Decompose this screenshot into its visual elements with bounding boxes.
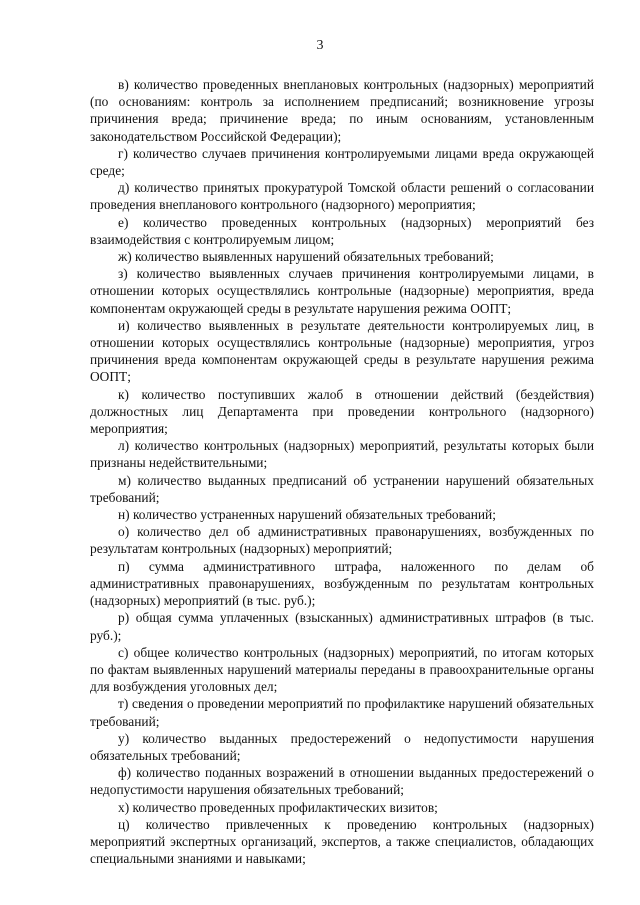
list-item-o: о) количество дел об административных правонарушениях, возбужденных по результатам контрольных (надзорных) мероприятий;	[90, 524, 594, 557]
list-item-g: г) количество случаев причинения контролируемыми лицами вреда окружающей среде;	[90, 145, 594, 179]
list-item-r: р) общая сумма уплаченных (взысканных) административных штрафов (в тыс. руб.);	[90, 610, 594, 643]
list-item-i: и) количество выявленных в результате деятельности контролируемых лиц, в отношении которых осуществлялись контрольные (надзорные) мероприятия, угроз причинения вреда компонентам окружающей среды в результате нарушения режима ООПТ;	[90, 317, 594, 385]
list-item-e: е) количество проведенных контрольных (надзорных) мероприятий без взаимодействия с контролируемым лицом;	[90, 214, 594, 247]
list-item-t: т) сведения о проведении мероприятий по профилактике нарушений обязательных требований;	[90, 696, 594, 729]
list-item-k: к) количество поступивших жалоб в отношении действий (бездействия) должностных лиц Департамента при проведении контрольного (надзорного) мероприятия;	[90, 386, 594, 437]
list-item-u: у) количество выданных предостережений о недопустимости нарушения обязательных требований;	[90, 730, 594, 763]
list-item-v: в) количество проведенных внеплановых контрольных (надзорных) мероприятий (по основаниям: контроль за исполнением предписаний; возникновение угрозы причинения вреда; причинение вреда; по иным основаниям, установленным законодательством Российской Федерации);	[90, 77, 594, 144]
list-item-z: з) количество выявленных случаев причинения контролируемыми лицами, в отношении которых осуществлялись контрольные (надзорные) мероприятия, вреда компонентам окружающей среды в результате нарушения режима ООПТ;	[90, 266, 594, 316]
list-item-m: м) количество выданных предписаний об устранении нарушений обязательных требований;	[90, 472, 594, 505]
list-item-kh: х) количество проведенных профилактических визитов;	[118, 799, 438, 815]
list-item-zh: ж) количество выявленных нарушений обязательных требований;	[118, 249, 494, 265]
list-item-s: с) общее количество контрольных (надзорных) мероприятий, по итогам которых по фактам выявленных нарушений материалы переданы в правоохранительные органы для возбуждения уголовных дел;	[90, 644, 594, 695]
page-number: 3	[316, 38, 324, 53]
document-body	[90, 76, 594, 867]
list-item-ts: ц) количество привлеченных к проведению контрольных (надзорных) мероприятий экспертных организаций, экспертов, а также специалистов, обладающих специальными знаниями и навыками;	[90, 816, 594, 867]
list-item-l: л) количество контрольных (надзорных) мероприятий, результаты которых были признаны недействительными;	[90, 438, 594, 471]
list-item-d: д) количество принятых прокуратурой Томской области решений о согласовании проведения внепланового контрольного (надзорного) мероприятия;	[90, 180, 594, 213]
list-item-n: н) количество устраненных нарушений обязательных требований;	[118, 507, 496, 523]
list-item-f: ф) количество поданных возражений в отношении выданных предостережений о недопустимости нарушения обязательных требований;	[90, 765, 594, 798]
list-item-p: п) сумма административного штрафа, наложенного по делам об административных правонарушениях, возбужденным по результатам контрольных (надзорных) мероприятий (в тыс. руб.);	[90, 558, 594, 609]
